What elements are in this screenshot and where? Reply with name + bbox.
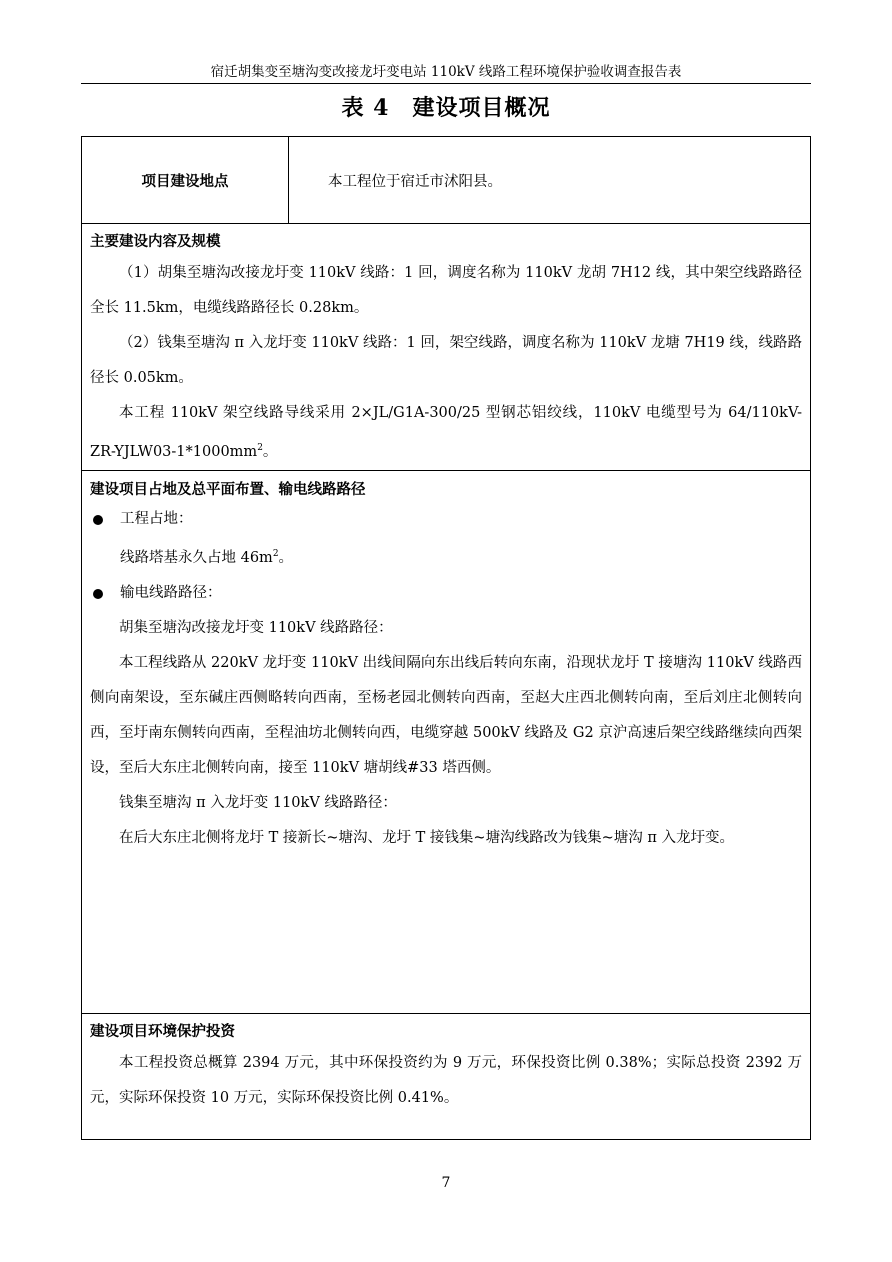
row-divider <box>82 223 810 224</box>
table-title: 表 4 建设项目概况 <box>341 95 551 121</box>
location-value: 本工程位于宿迁市沭阳县。 <box>328 173 502 190</box>
investment-heading: 建设项目环境保护投资 <box>90 1024 235 1040</box>
row-divider <box>82 470 810 471</box>
overview-table <box>81 136 811 1140</box>
construction-paragraph-2: （2）钱集至塘沟 π 入龙圩变 110kV 线路：1 回，架空线路，调度名称为 110kV 龙塘 7H19 线，线路路径长 0.05km。 <box>90 335 802 386</box>
layout-section <box>90 480 802 856</box>
layout-heading: 建设项目占地及总平面布置、输电线路路径 <box>90 482 366 498</box>
route2-title: 钱集至塘沟 π 入龙圩变 110kV 线路路径： <box>119 794 397 811</box>
column-divider <box>288 137 289 223</box>
investment-section <box>90 1022 802 1116</box>
construction-heading: 主要建设内容及规模 <box>90 234 221 250</box>
bullet-item-land: 工程占地： <box>90 502 802 537</box>
route2-text: 在后大东庄北侧将龙圩 T 接新长~塘沟、龙圩 T 接钱集~塘沟线路改为钱集~塘沟 π 入龙圩变。 <box>119 829 734 846</box>
row-divider <box>82 1013 810 1014</box>
bullet-icon <box>93 515 103 525</box>
route1-title: 胡集至塘沟改接龙圩变 110kV 线路路径： <box>119 619 393 636</box>
bullet-icon <box>93 589 103 599</box>
header-rule <box>81 83 811 84</box>
running-header: 宿迁胡集变至塘沟变改接龙圩变电站 110kV 线路工程环境保护验收调查报告表 <box>210 64 682 80</box>
construction-paragraph-1: （1）胡集至塘沟改接龙圩变 110kV 线路：1 回，调度名称为 110kV 龙胡 7H12 线，其中架空线路路径全长 11.5km，电缆线路路径长 0.28km。 <box>90 265 802 316</box>
page-number: 7 <box>441 1175 451 1191</box>
location-label: 项目建设地点 <box>141 173 229 190</box>
land-occupation-text: 线路塔基永久占地 $46m^2$。 <box>120 549 294 566</box>
investment-text: 本工程投资总概算 2394 万元，其中环保投资约为 9 万元，环保投资比例 0.38%；实际总投资 2392 万元，实际环保投资 10 万元，实际环保投资比例 0.41%。 <box>90 1055 802 1106</box>
route1-text: 本工程线路从 220kV 龙圩变 110kV 出线间隔向东出线后转向东南，沿现状龙圩 T 接塘沟 110kV 线路西侧向南架设，至东碱庄西侧略转向西南，至杨老园北侧转向西南，至赵大庄西北侧转向南，至后刘庄北侧转向西，至圩南东侧转向西南，至程油坊北侧转向西，电缆穿越 500kV 线路及 G2 京沪高速后架空线路继续向西架设，至后大东庄北侧转向南，接至 110kV 塘胡线#33 塔西侧。 <box>90 654 802 776</box>
bullet-item-route: 输电线路路径： <box>90 576 802 611</box>
construction-paragraph-3: 本工程 110kV 架空线路导线采用 2×JL/G1A-300/25 型钢芯铝绞线，110kV 电缆型号为 $64/110kV-ZR-YJLW03-1*1000mm^2$。 <box>90 405 802 460</box>
construction-section <box>90 232 802 470</box>
